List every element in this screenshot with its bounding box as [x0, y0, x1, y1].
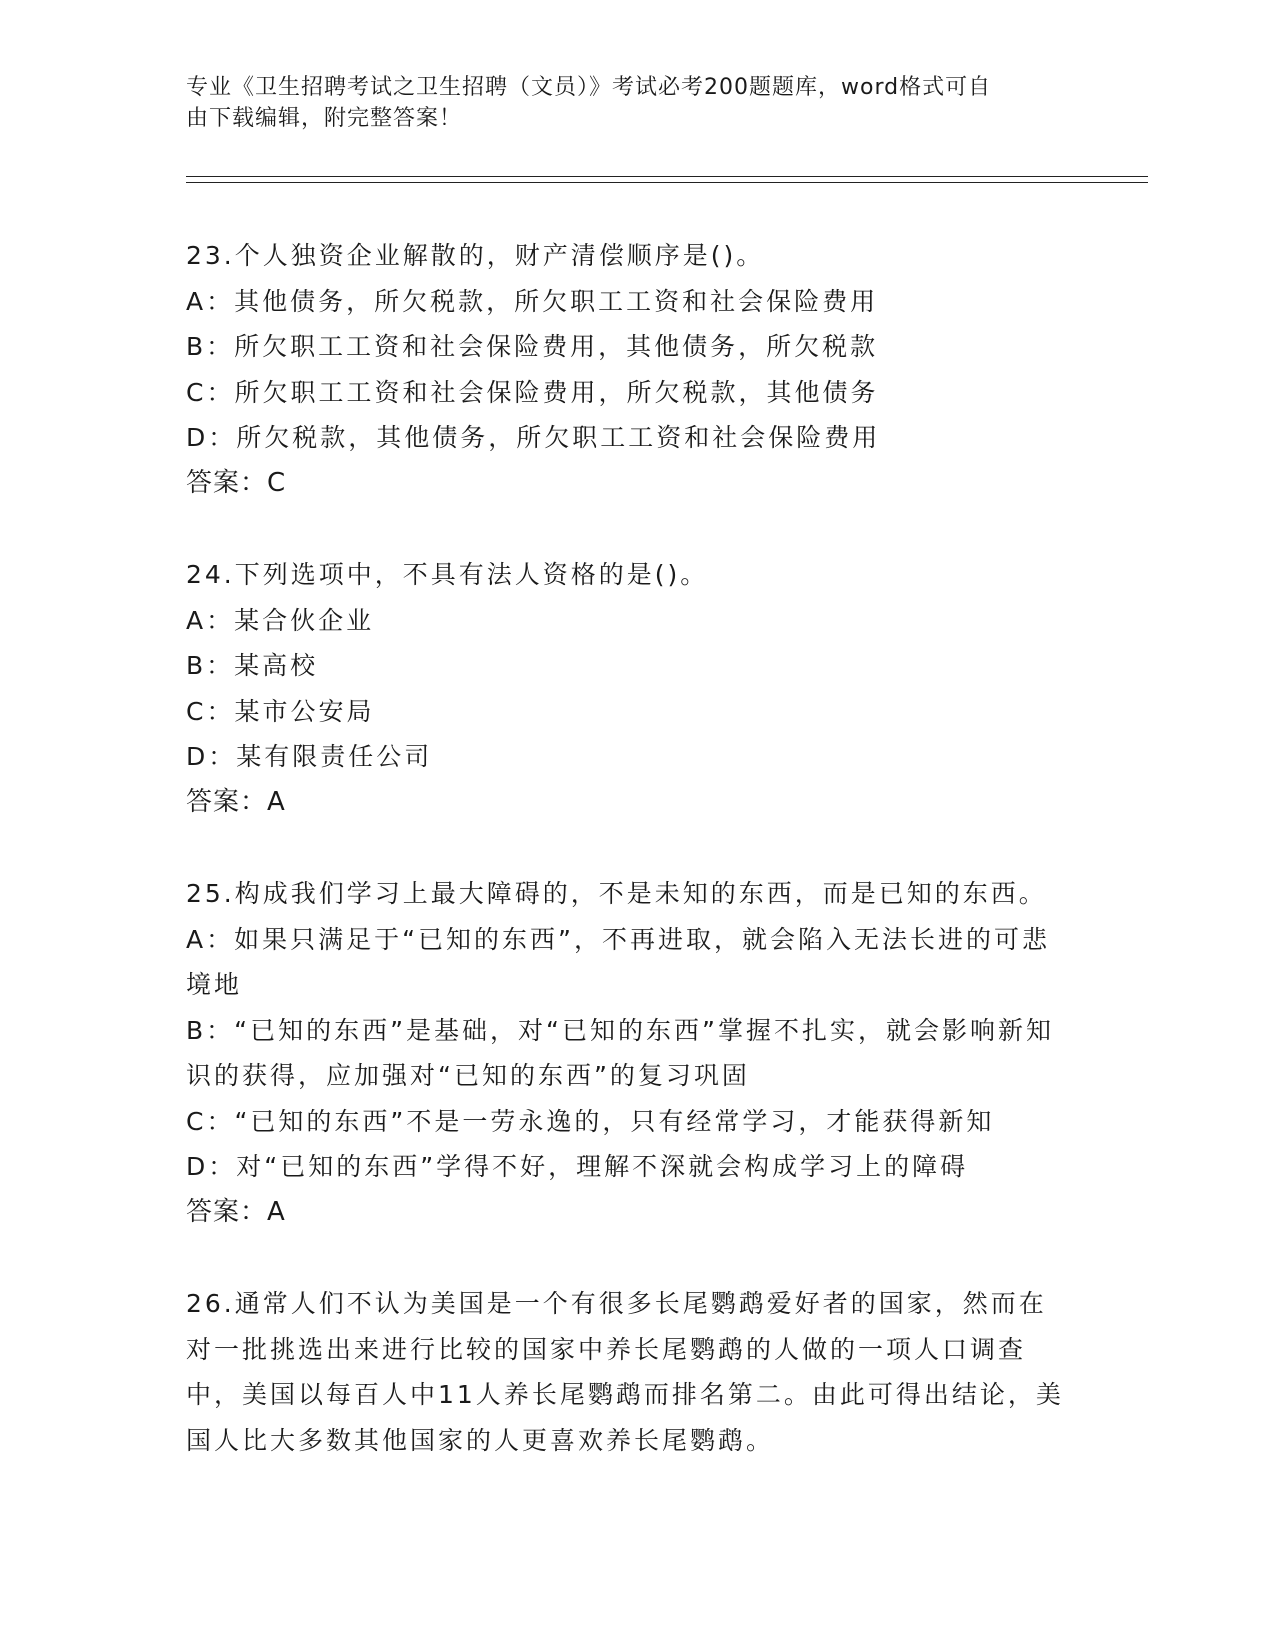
question-list [186, 233, 1066, 1509]
answer-line: 答案：A [186, 1196, 286, 1227]
option-c: C：所欠职工工资和社会保险费用，所欠税款，其他债务 [186, 377, 879, 407]
question-24 [186, 552, 1066, 825]
option-d: D：某有限责任公司 [186, 742, 433, 771]
header-divider-bottom [186, 182, 1148, 183]
header-line-1: 专业《卫生招聘考试之卫生招聘（文员）》考试必考200题题库，word格式可自 [186, 75, 992, 100]
option-a: A：如果只满足于“已知的东西”，不再进取，就会陷入无法长进的可悲境地 [186, 924, 1051, 999]
option-a: A：其他债务，所欠税款，所欠职工工资和社会保险费用 [186, 286, 879, 316]
answer-line: 答案：A [186, 786, 286, 817]
question-stem: 25.构成我们学习上最大障碍的，不是未知的东西，而是已知的东西。 [186, 879, 1047, 908]
document-header [186, 72, 1066, 134]
option-d: D：对“已知的东西”学得不好，理解不深就会构成学习上的障碍 [186, 1152, 969, 1181]
option-c: C：“已知的东西”不是一劳永逸的，只有经常学习，才能获得新知 [186, 1106, 995, 1136]
option-b: B：“已知的东西”是基础，对“已知的东西”掌握不扎实，就会影响新知识的获得，应加强对“已知的东西”的复习巩固 [186, 1015, 1054, 1090]
option-b: B：所欠职工工资和社会保险费用，其他债务，所欠税款 [186, 332, 879, 361]
option-c: C：某市公安局 [186, 696, 375, 726]
option-b: B：某高校 [186, 651, 319, 680]
option-d: D：所欠税款，其他债务，所欠职工工资和社会保险费用 [186, 423, 881, 452]
answer-line: 答案：C [186, 467, 287, 498]
question-23 [186, 233, 1066, 506]
option-a: A：某合伙企业 [186, 605, 375, 635]
header-line-2: 由下载编辑，附完整答案！ [186, 106, 463, 131]
question-25 [186, 871, 1066, 1235]
question-stem: 26.通常人们不认为美国是一个有很多长尾鹦鹉爱好者的国家，然而在对一批挑选出来进行比较的国家中养长尾鹦鹉的人做的一项人口调查中，美国以每百人中11人养长尾鹦鹉而排名第二。由此可得出结论，美国人比大多数其他国家的人更喜欢养长尾鹦鹉。 [186, 1289, 1064, 1455]
question-26 [186, 1281, 1066, 1463]
question-stem: 23.个人独资企业解散的，财产清偿顺序是()。 [186, 241, 765, 270]
question-stem: 24.下列选项中，不具有法人资格的是()。 [186, 560, 709, 589]
header-divider-top [186, 176, 1148, 177]
